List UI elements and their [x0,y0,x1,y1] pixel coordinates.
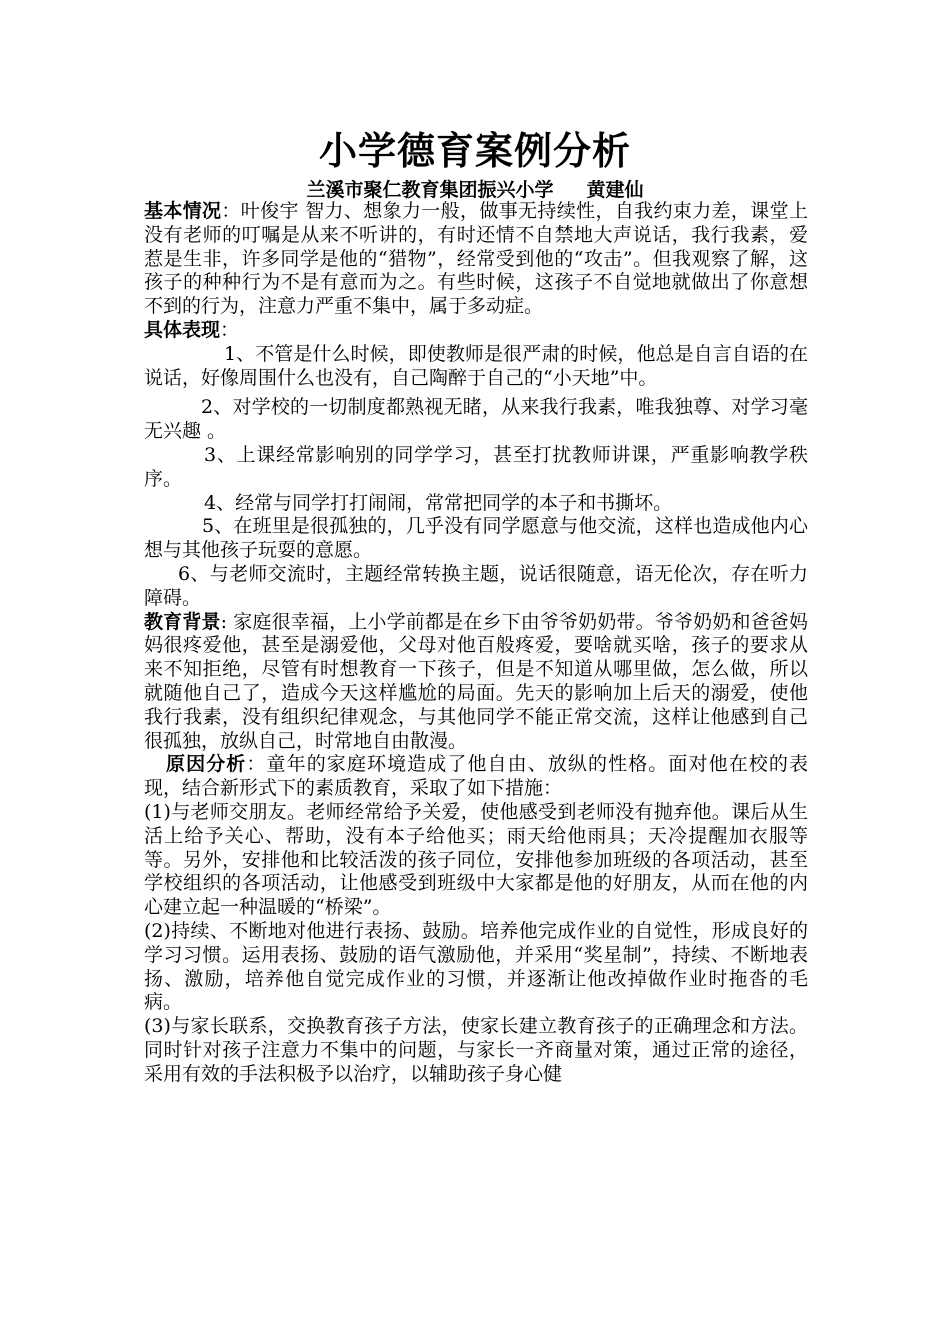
measure-item: (3)与家长联系，交换教育孩子方法，使家长建立教育孩子的正确理念和方法。同时针对孩子注意力不集中的问题，与家长一齐商量对策，通过正常的途径，采用有效的手法积极予以治疗，以辅助孩子身心健 [144,1015,808,1085]
analysis-text: 童年的家庭环境造成了他自由、放纵的性格。面对他在校的表现，结合新形式下的素质教育，采取了如下措施： [144,753,808,800]
manifest-label: 具体表现 [144,318,221,341]
manifest-item: 5、在班里是很孤独的，几乎没有同学愿意与他交流，这样也造成他内心想与其他孩子玩耍的意愿。 [144,515,808,562]
basic-info-text: 叶俊宇 智力、想象力一般，做事无持续性，自我约束力差，课堂上没有老师的叮嘱是从来不听讲的，有时还情不自禁地大声说话，我行我素，爱惹是生非，许多同学是他的“猎物”，经常受到他的“攻击”。但我观察了解，这孩子的种种行为不是有意而为之。有些时候，这孩子不自觉地就做出了你意想不到的行为，注意力严重不集中，属于多动症。 [144,200,808,318]
analysis-paragraph [144,753,808,801]
basic-info-paragraph [144,200,808,319]
background-text: 家庭很幸福，上小学前都是在乡下由爷爷奶奶带。爷爷奶奶和爸爸妈妈很疼爱他，甚至是溺爱他，父母对他百般疼爱，要啥就买啥，孩子的要求从来不知拒绝，尽管有时想教育一下孩子，但是不知道从哪里做，怎么做，所以就随他自己了，造成今天这样尴尬的局面。先天的影响加上后天的溺爱，使他我行我素，没有组织纪律观念，与其他同学不能正常交流，这样让他感到自己很孤独，放纵自己，时常地自由散漫。 [144,610,808,752]
manifest-item: 3、上课经常影响别的同学学习，甚至打扰教师讲课，严重影响教学秩序。 [144,443,808,490]
manifest-separator: ： [220,318,240,341]
manifest-item: 2、对学校的一切制度都熟视无睹，从来我行我素，唯我独尊、对学习毫无兴趣 。 [144,396,808,443]
background-separator: : [220,610,234,633]
measure-item: (2)持续、不断地对他进行表扬、鼓励。培养他完成作业的自觉性，形成良好的学习习惯。运用表扬、鼓励的语气激励他，并采用“奖星制”，持续、不断地表扬、激励，培养他自觉完成作业的习惯，并逐渐让他改掉做作业时拖沓的毛病。 [144,919,808,1014]
analysis-separator: ： [246,753,267,776]
background-label: 教育背景 [144,610,221,633]
basic-info-label: 基本情况 [144,200,222,222]
document-body [144,200,808,1086]
manifest-item: 1、不管是什么时候，即使教师是很严肃的时候，他总是自言自语的在说话，好像周围什么也没有，自己陶醉于自己的“小天地”中。 [144,342,808,389]
manifest-item: 6、与老师交流时，主题经常转换主题，说话很随意，语无伦次，存在听力障碍。 [144,562,808,609]
analysis-label: 原因分析 [166,753,247,776]
manifest-heading [144,319,808,343]
basic-info-separator: ： [221,200,241,222]
background-paragraph [144,611,808,754]
document-title: 小学德育案例分析 [318,129,631,173]
manifest-item: 4、经常与同学打打闹闹，常常把同学的本子和书撕坏。 [204,491,673,514]
measure-item: (1)与老师交朋友。老师经常给予关爱，使他感受到老师没有抛弃他。课后从生活上给予关心、帮助，没有本子给他买；雨天给他雨具；天冷提醒加衣服等等。另外，安排他和比较活泼的孩子同位，安排他参加班级的各项活动，甚至学校组织的各项活动，让他感受到班级中大家都是他的好朋友，从而在他的内心建立起一种温暖的“桥梁”。 [144,800,808,919]
document-subtitle: 兰溪市聚仁教育集团振兴小学 黄建仙 [306,179,644,201]
